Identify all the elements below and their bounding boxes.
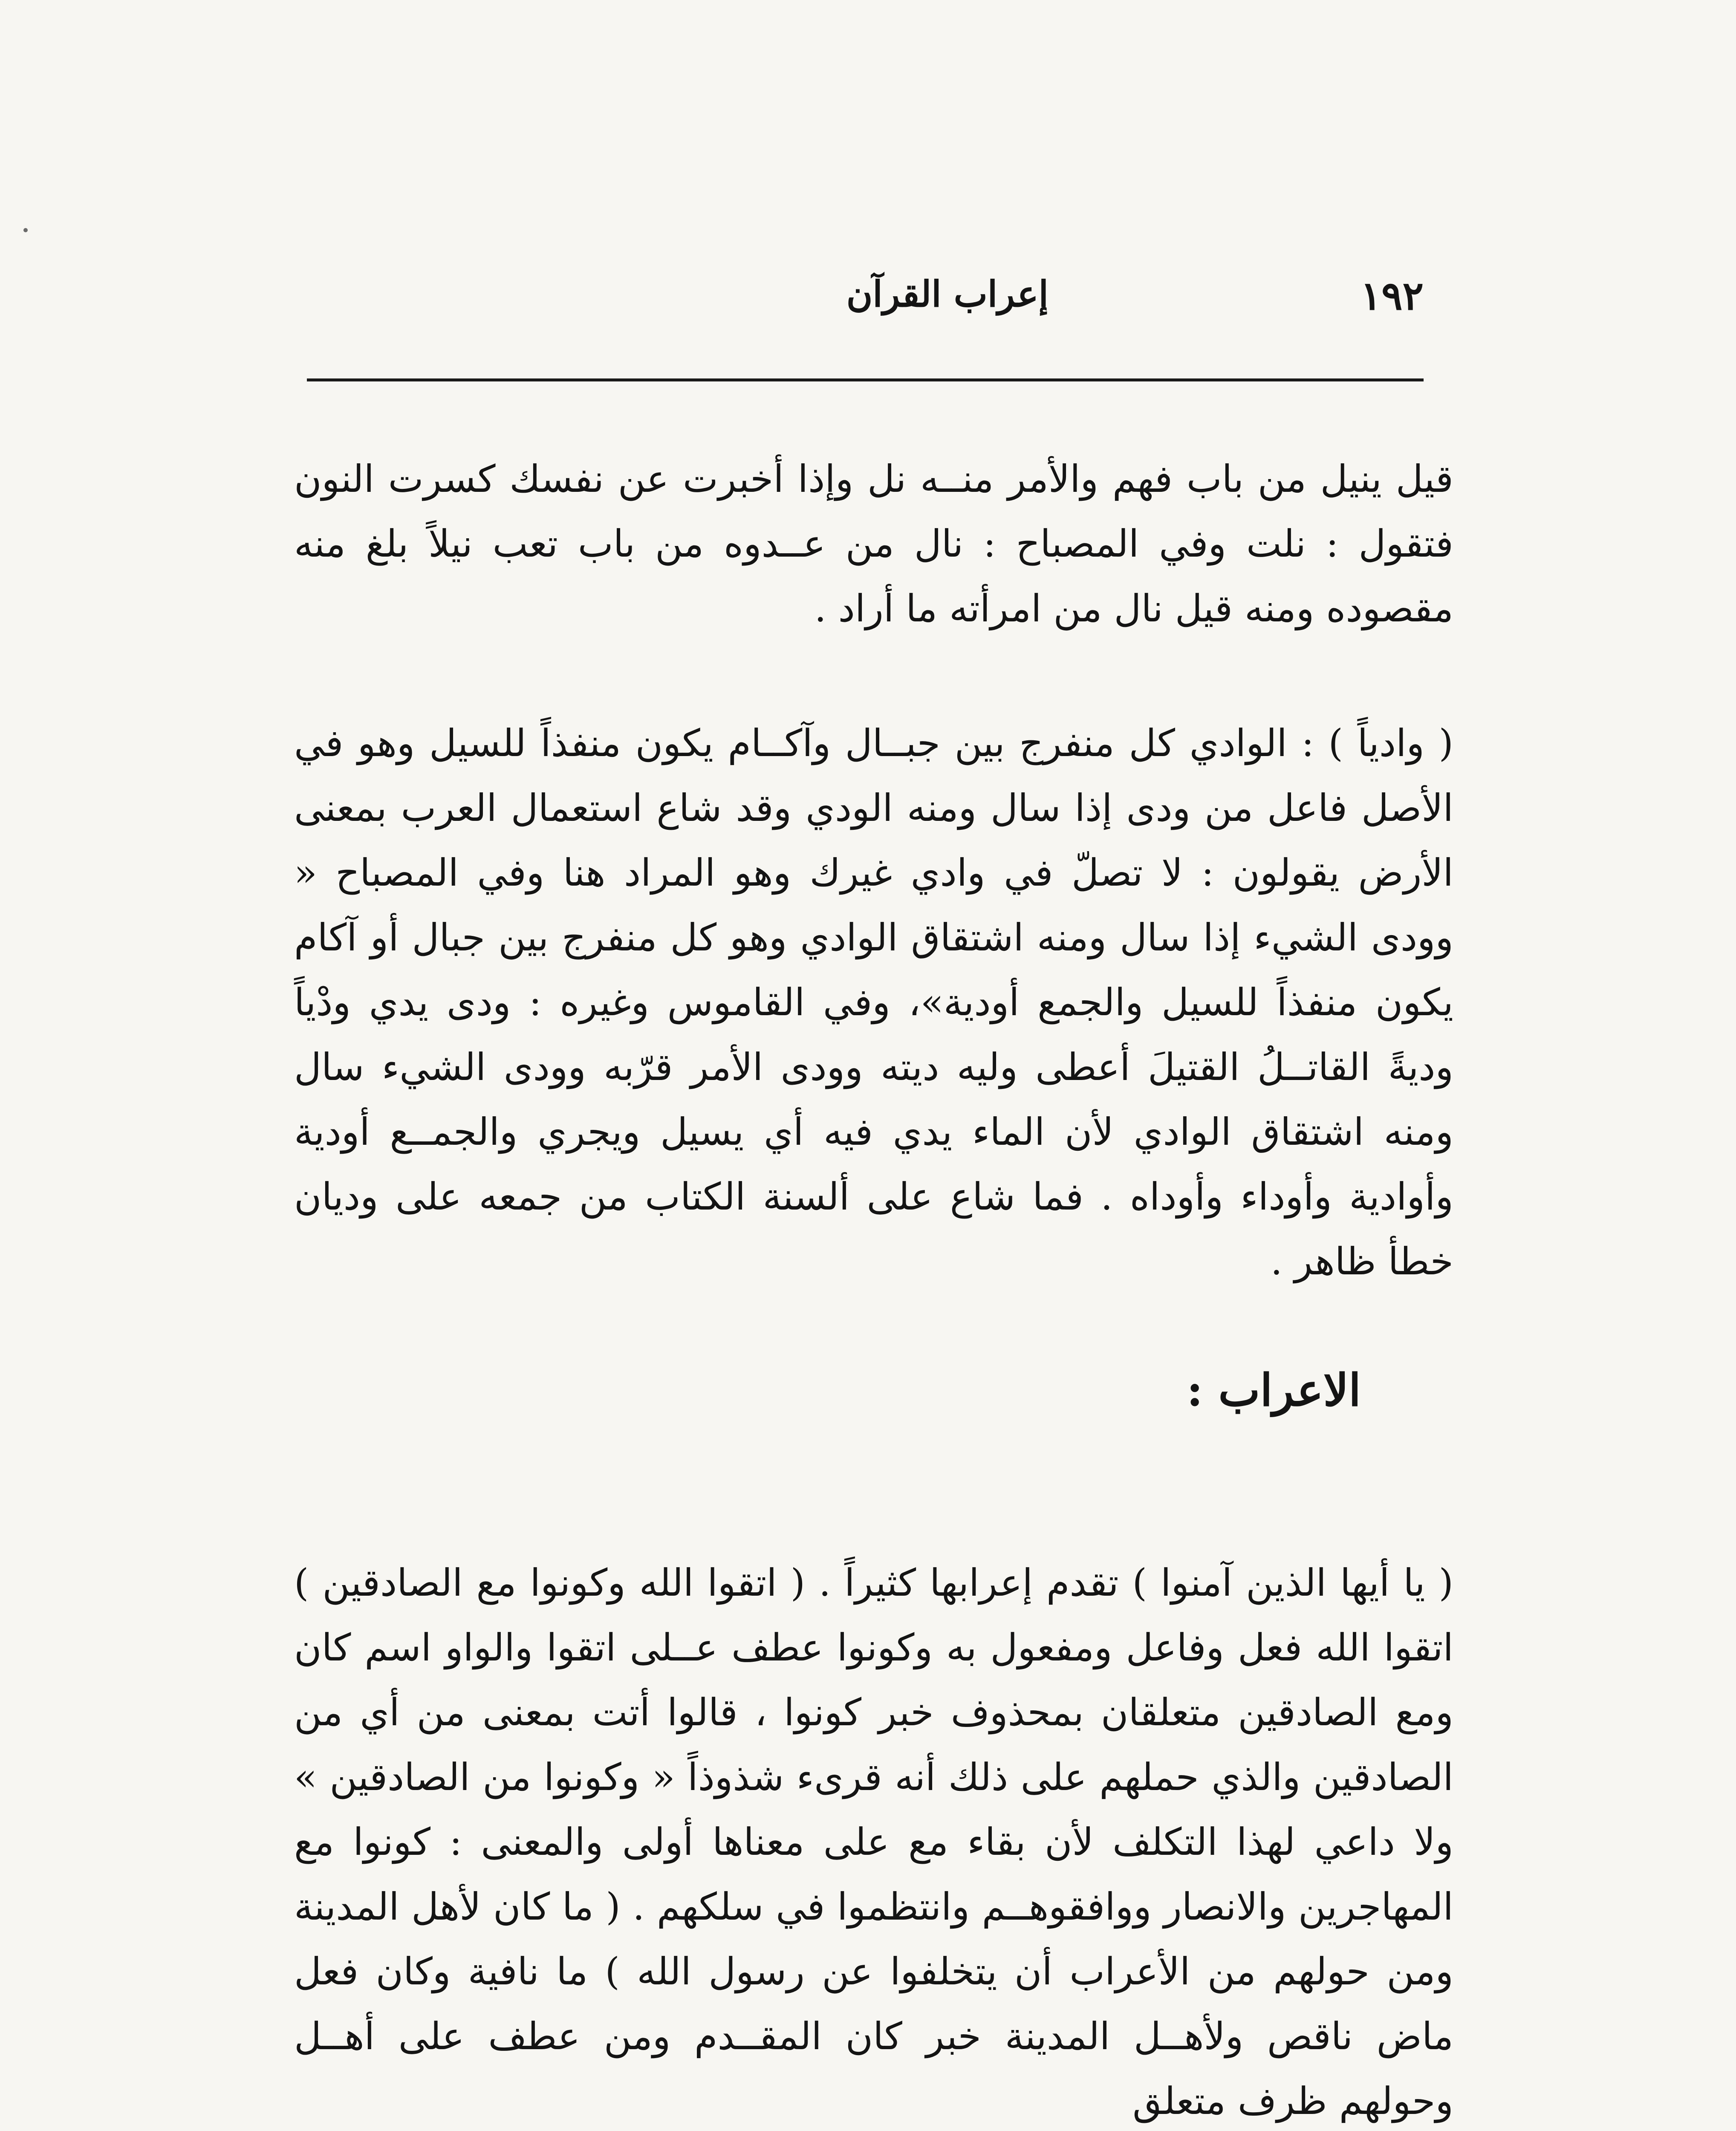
paragraph-lexical-nil: قيل ينيل من باب فهم والأمر منــه نل وإذا أخبرت عن نفسك كسرت النون فتقول : نلت وفي المصباح : نال من عــدوه من باب تعب نيلاً بلغ منه مقصوده ومنه قيل نال من امرأته ما أراد . xyxy=(294,457,1453,630)
section-heading: الاعراب : xyxy=(1186,1364,1361,1416)
scan-speck xyxy=(23,228,28,232)
page-number: ١٩٢ xyxy=(1360,273,1424,319)
page-header xyxy=(307,256,1424,341)
header-divider xyxy=(307,378,1424,381)
paragraph-parsing: ( يا أيها الذين آمنوا ) تقدم إعرابها كثيراً . ( اتقوا الله وكونوا مع الصادقين ) اتقوا الله فعل وفاعل ومفعول به وكونوا عطف عــلى اتقوا والواو اسم كان ومع الصادقين متعلقان بمحذوف خبر كونوا ، قالوا أتت بمعنى من أي من الصادقين والذي حملهم على ذلك أنه قرىء شذوذاً « وكونوا من الصادقين » ولا داعي لهذا التكلف لأن بقاء مع على معناها أولى والمعنى : كونوا مع المهاجرين والانصار ووافقوهــم وانتظموا في سلكهم . ( ما كان لأهل المدينة ومن حولهم من الأعراب أن يتخلفوا عن رسول الله ) ما نافية وكان فعل ماض ناقص ولأهــل المدينة خبر كان المقــدم ومن عطف على أهــل وحولهم ظرف متعلق xyxy=(294,1561,1454,2123)
paragraph-lexical-wadi: ( وادياً ) : الوادي كل منفرج بين جبــال وآكــام يكون منفذاً للسيل وهو في الأصل فاعل من ودى إذا سال ومنه الودي وقد شاع استعمال العرب بمعنى الأرض يقولون : لا تصلّ في وادي غيرك وهو المراد هنا وفي المصباح « وودى الشيء إذا سال ومنه اشتقاق الوادي وهو كل منفرج بين جبال أو آكام يكون منفذاً للسيل والجمع أودية»، وفي القاموس وغيره : ودى يدي ودْياً وديةً القاتــلُ القتيلَ أعطى وليه ديته وودى الأمر قرّبه وودى الشيء سال ومنه اشتقاق الوادي لأن الماء يدي فيه أي يسيل ويجري والجمــع أودية وأوادية وأوداء وأوداه . فما شاع على ألسنة الكتاب من جمعه على وديان خطأ ظاهر . xyxy=(294,721,1453,1283)
running-title: إعراب القرآن xyxy=(846,273,1049,315)
